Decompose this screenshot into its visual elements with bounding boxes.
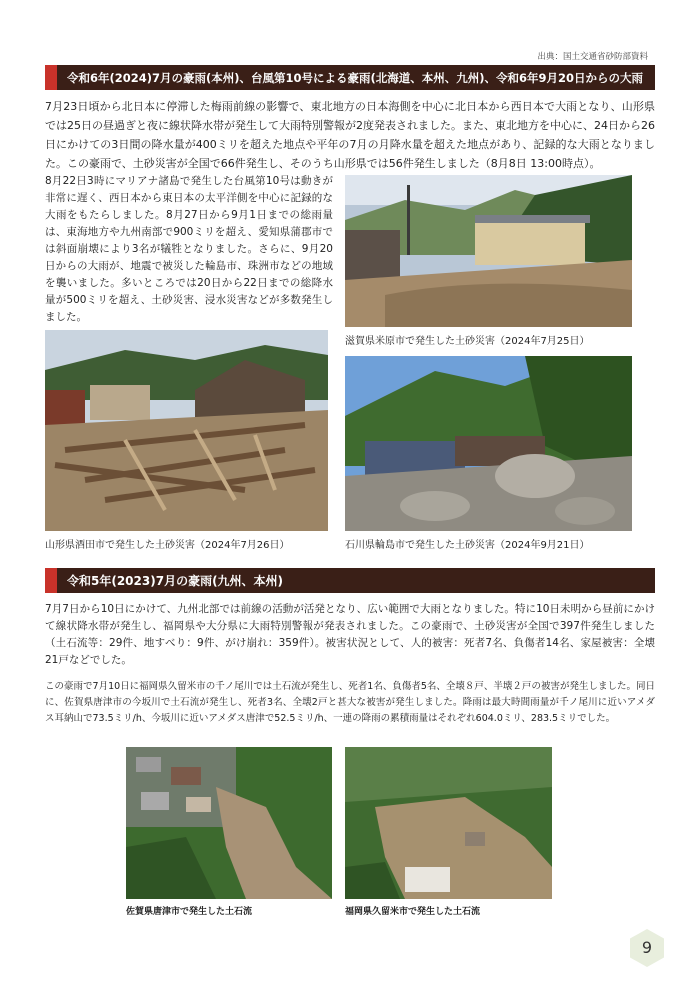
caption-ishikawa: 石川県輪島市で発生した土砂災害（2024年9月21日） (345, 540, 590, 551)
photo-saga-debris-flow (126, 747, 332, 899)
caption-fukuoka: 福岡県久留米市で発生した土石流 (345, 907, 481, 917)
paragraph: 8月22日3時にマリアナ諸島で発生した台風第10号は動きが非常に遅く、西日本から東日本の太平洋側を中心に記録的な大雨をもたらしました。8月27日から9月1日までの総雨量は、東海地方や九州南部で900ミリを超え、愛知県蒲郡市では斜面崩壊により3名が犠牲となりました。さらに、9月20日からの大雨が、地震で被災した輪島市、珠洲市などの地域を襲いました。多いところでは20日から22日までの総降水量が500ミリを超え、土砂災害、浸水災害などが多数発生しました。 (45, 175, 333, 323)
photo-ishikawa-landslide (345, 356, 632, 531)
section-title: 令和5年(2023)7月の豪雨(九州、本州) (67, 574, 284, 588)
paragraph: この豪雨で7月10日に福岡県久留米市の千ノ尾川では土石流が発生し、死者1名、負傷者5名、全壊８戸、半壊２戸の被害が発生しました。同日に、佐賀県唐津市の今坂川で土石流が発生し、死者3名、全壊2戸と甚大な被害が発生しました。降雨は最大時間雨量が千ノ尾川に近いアメダス耳納山で73.5ミリ/h、今坂川に近いアメダス唐津で52.5ミリ/h、一連の降雨の累積雨量はそれぞれ604.0ミリ、283.5ミリでした。 (45, 681, 655, 724)
section-title-bar-2023 (45, 568, 655, 593)
caption-saga: 佐賀県唐津市で発生した土石流 (126, 907, 253, 917)
page-number: 9 (641, 938, 653, 957)
section-title: 令和6年(2024)7月の豪雨(本州)、台風第10号による豪雨(北海道、本州、九州)、令和6年9月20日からの大雨 (67, 70, 644, 85)
photo-fukuoka-debris-flow (345, 747, 552, 899)
caption-shiga: 滋賀県米原市で発生した土砂災害（2024年7月25日） (345, 336, 590, 347)
section-title-bar-2024 (45, 65, 655, 90)
source-note: 出典：国土交通省砂防部資料 (537, 52, 648, 62)
page-number-badge (627, 928, 667, 968)
photo-shiga-landslide (345, 175, 632, 327)
paragraph: 7月23日頃から北日本に停滞した梅雨前線の影響で、東北地方の日本海側を中心に北日本から西日本で大雨となり、山形県では25日の昼過ぎと夜に線状降水帯が発生して大雨特別警報が2度発表されました。また、東北地方を中心に、24日から26日にかけての3日間の降水量が400ミリを超えた地点や平年の7月の月降水量を超えた地点があり、記録的な大雨となりました。この豪雨で、土砂災害が全国で66件発生し、そのうち山形県では56件発生しました（8月8日 13:00時点）。 (45, 100, 655, 170)
title-accent (45, 65, 57, 90)
caption-yamagata: 山形県酒田市で発生した土砂災害（2024年7月26日） (45, 540, 290, 551)
photo-yamagata-landslide (45, 330, 328, 531)
paragraph: 7月7日から10日にかけて、九州北部では前線の活動が活発となり、広い範囲で大雨となりました。特に10日未明から昼前にかけて線状降水帯が発生し、福岡県や大分県に大雨特別警報が発表されました。この豪雨で、土砂災害が全国で397件発生しました（土石流等：29件、地すべり：9件、がけ崩れ：359件）。被害状況として、人的被害：死者7名、負傷者14名、家屋被害：全壊21戸などでした。 (45, 603, 655, 666)
title-accent (45, 568, 57, 593)
